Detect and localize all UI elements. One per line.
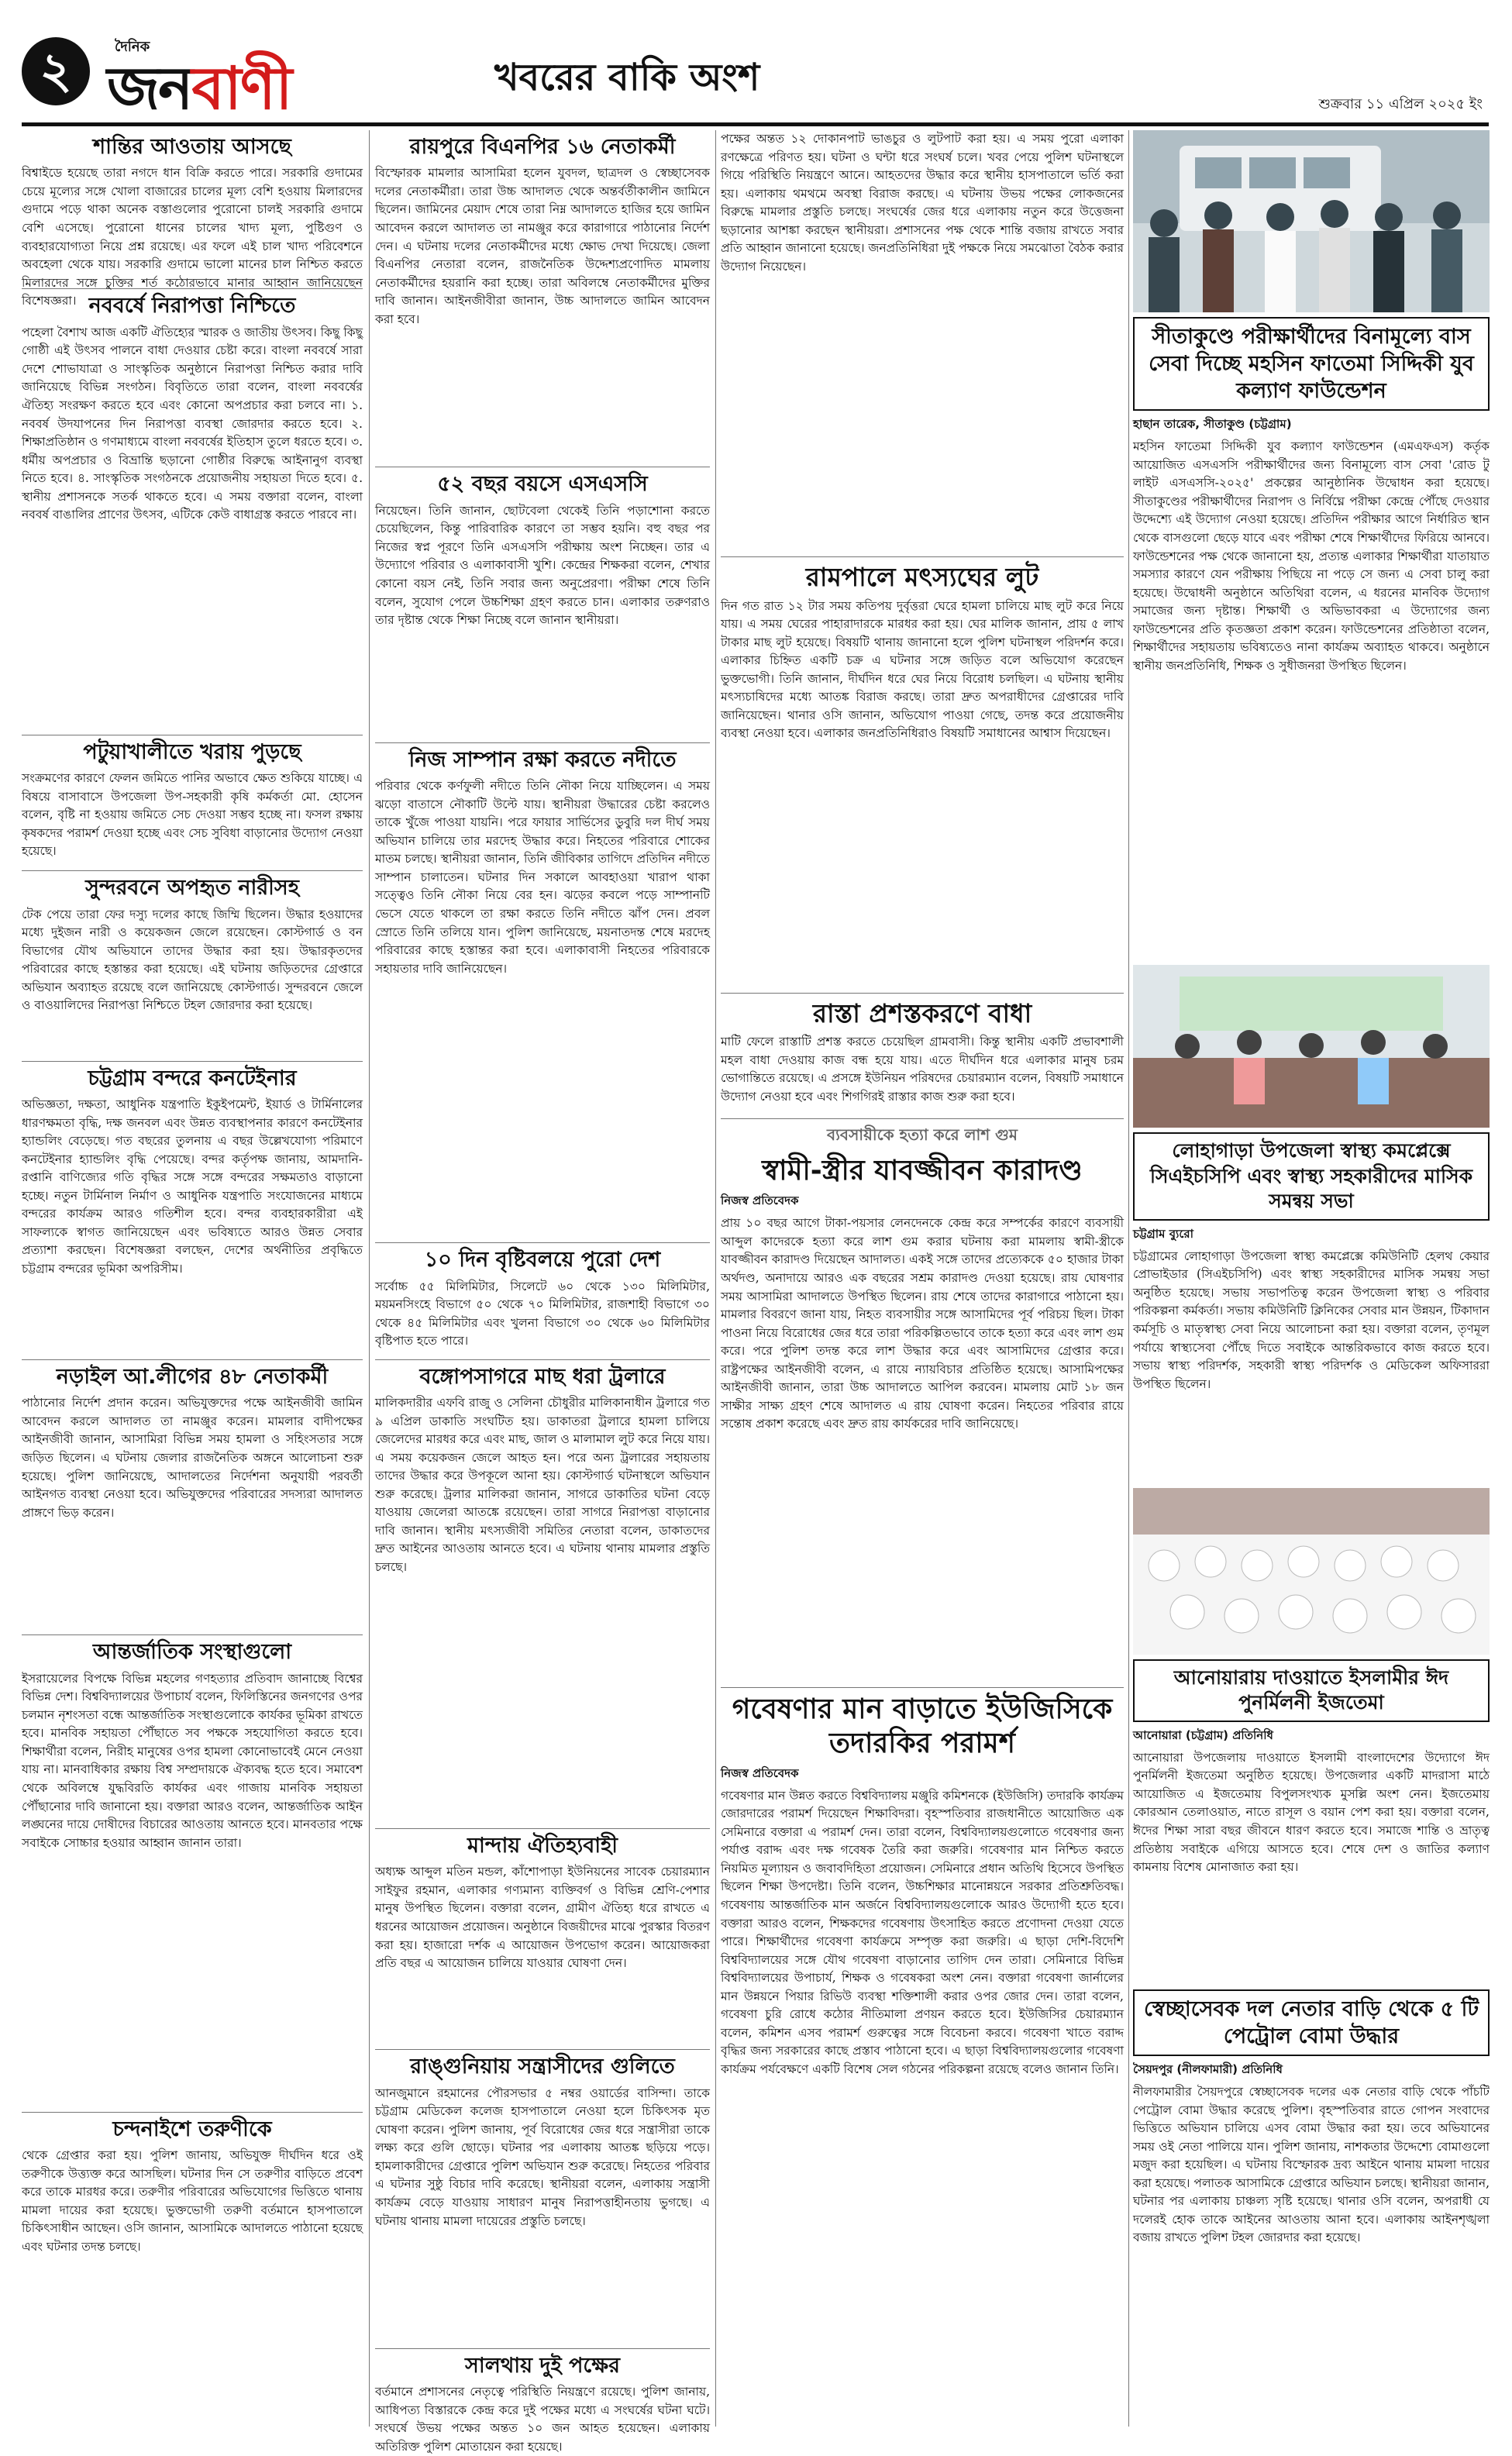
masthead (22, 31, 1489, 126)
story (1133, 130, 1490, 957)
story (22, 876, 363, 1052)
story (375, 2055, 710, 2340)
story-byline: নিজস্ব প্রতিবেদক (721, 1194, 799, 1208)
story-headline: স্বামী-স্ত্রীর যাবজ্জীবন কারাদণ্ড (762, 1155, 1083, 1187)
story-headline: শান্তির আওতায় আসছে (93, 135, 291, 159)
story-body: দিন গত রাত ১২ টার সময় কতিপয় দুর্বৃত্তরা ঘেরে হামলা চালিয়ে মাছ লুট করে নিয়ে যায়। এ সময় ঘেরের পাহারাদারকে মারধর করা হয়। ঘের মালিক জানান, প্রায় ৫ লাখ টাকার মাছ লুট হয়েছে। বিষয়টি থানায় জানানো হলে পুলিশ ঘটনাস্থল পরিদর্শন করে। এলাকার চিহ্নিত একটি চক্র এ ঘটনার সঙ্গে জড়িত বলে অভিযোগ করেছেন ভুক্তভোগী। তিনি জানান, দীর্ঘদিন ধরে ঘের নিয়ে বিরোধ চলছিল। এ ঘটনায় স্থানীয় মৎস্যচাষিদের মধ্যে আতঙ্ক বিরাজ করছে। তারা দ্রুত অপরাধীদের গ্রেপ্তারের দাবি জানিয়েছেন। থানার ওসি জানান, অভিযোগ পাওয়া গেছে, তদন্ত করে প্রয়োজনীয় ব্যবস্থা নেওয়া হবে। এলাকার জনপ্রতিনিধিরাও বিষয়টি সমাধানের আশ্বাস দিয়েছেন। (721, 598, 1124, 741)
section-title: খবরের বাকি অংশ (494, 56, 760, 99)
story-body: প্রায় ১০ বছর আগে টাকা-পয়সার লেনদেনকে কেন্দ্র করে সম্পর্কের কারণে ব্যবসায়ী আব্দুল কাদেরকে হত্যা করে লাশ গুম করার ঘটনায় করা মামলায় স্বামী-স্ত্রীকে যাবজ্জীবন কারাদণ্ড দিয়েছেন আদালত। একই সঙ্গে তাদের প্রত্যেককে ৫০ হাজার টাকা অর্থদণ্ড, অনাদায়ে আরও এক বছরের সশ্রম কারাদণ্ড দেওয়া হয়েছে। রায় ঘোষণার সময় আসামিরা আদালতে উপস্থিত ছিলেন। রায় শেষে তাদের কারাগারে পাঠানো হয়। মামলার বিবরণে জানা যায়, নিহত ব্যবসায়ীর সঙ্গে আসামিদের পূর্ব পরিচয় ছিল। টাকা পাওনা নিয়ে বিরোধের জের ধরে তারা পরিকল্পিতভাবে তাকে হত্যা করে এবং লাশ গুম করে। পরে পুলিশ তদন্ত করে লাশ উদ্ধার করে এবং আসামিদের গ্রেপ্তার করে। রাষ্ট্রপক্ষের আইনজীবী বলেন, এ রায়ে ন্যায়বিচার প্রতিষ্ঠিত হয়েছে। আসামিপক্ষের আইনজীবী জানান, তারা উচ্চ আদালতে আপিল করবেন। মামলায় মোট ১৮ জন সাক্ষীর সাক্ষ্য গ্রহণ শেষে আদালত এ রায় ঘোষণা করেন। নিহতের পরিবার রায়ে সন্তোষ প্রকাশ করেছে এবং দ্রুত রায় কার্যকরের দাবি জানিয়েছে। (721, 1216, 1124, 1431)
story (22, 1640, 363, 2103)
news-photo (1133, 130, 1490, 312)
dateline: শুক্রবার ১১ এপ্রিল ২০২৫ ইং (1318, 96, 1483, 112)
column-4 (1133, 130, 1490, 2427)
story (721, 562, 1124, 985)
story-body: টেক পেয়ে তারা ফের দস্যু দলের কাছে জিম্মি ছিলেন। উদ্ধার হওয়াদের মধ্যে দুইজন নারী ও কয়েকজন জেলে রয়েছেন। কোস্টগার্ড ও বন বিভাগের যৌথ অভিযানে তাদের উদ্ধার করা হয়। উদ্ধারকৃতদের পরিবারের কাছে হস্তান্তর করা হয়েছে। এই ঘটনায় জড়িতদের গ্রেপ্তারে অভিযান অব্যাহত রয়েছে বলে জানিয়েছে কোস্টগার্ড। সুন্দরবনে জেলে ও বাওয়ালিদের নিরাপত্তা নিশ্চিতে টহল জোরদার করা হয়েছে। (22, 907, 363, 1013)
story-headline: বঙ্গোপসাগরে মাছ ধরা ট্রলারে (419, 1364, 666, 1389)
story (721, 1693, 1124, 2259)
story (375, 135, 710, 459)
story-headline: রাস্তা প্রশস্তকরণে বাধা (812, 997, 1032, 1028)
story-body: পক্ষের অন্তত ১২ দোকানপাট ভাঙচুর ও লুটপাট করা হয়। এ সময় পুরো এলাকা রণক্ষেত্রে পরিণত হয়। ঘটনা ও ঘন্টা ধরে সংঘর্ষ চলে। খবর পেয়ে পুলিশ ঘটনাস্থলে গিয়ে পরিস্থিতি নিয়ন্ত্রণে আনে। আহতদের উদ্ধার করে স্থানীয় হাসপাতালে ভর্তি করা হয়। এলাকায় থমথমে অবস্থা বিরাজ করছে। এ ঘটনায় উভয় পক্ষের লোকজনের বিরুদ্ধে মামলার প্রস্তুতি চলছে। সংঘর্ষের জের ধরে এলাকায় নতুন করে উত্তেজনা ছড়ানোর আশঙ্কা করছেন স্থানীয়রা। প্রশাসনের পক্ষ থেকে শান্তি বজায় রাখতে সবার প্রতি আহ্বান জানানো হয়েছে। জনপ্রতিনিধিরা দুই পক্ষকে নিয়ে সমঝোতা বৈঠক করার উদ্যোগ নিয়েছেন। (721, 132, 1124, 274)
story-body: নিয়েছেন। তিনি জানান, ছোটবেলা থেকেই তিনি পড়াশোনা করতে চেয়েছিলেন, কিন্তু পারিবারিক কারণে তা সম্ভব হয়নি। বহু বছর পর নিজের স্বপ্ন পূরণে তিনি এসএসসি পরীক্ষায় অংশ নিচ্ছেন। তার এ উদ্যোগে পরিবার ও এলাকাবাসী খুশি। কেন্দ্রের শিক্ষকরা বলেন, শেখার কোনো বয়স নেই, তিনি সবার জন্য অনুপ্রেরণা। পরীক্ষা শেষে তিনি বলেন, সুযোগ পেলে উচ্চশিক্ষা গ্রহণ করতে চান। এলাকার তরুণরাও তার দৃষ্টান্ত থেকে শিক্ষা নিচ্ছে বলে জানান স্থানীয়রা। (375, 503, 710, 628)
story-headline: মান্দায় ঐতিহ্যবাহী (467, 1833, 618, 1858)
story-headline: আন্তর্জাতিক সংস্থাগুলো (92, 1640, 292, 1665)
story-headline: গবেষণার মান বাড়াতে ইউজিসিকে তদারকির পরামর্শ (732, 1693, 1113, 1759)
story-headline: স্বেচ্ছাসেবক দল নেতার বাড়ি থেকে ৫ টি পেট্রোল বোমা উদ্ধার (1133, 1989, 1490, 2056)
story-body: মাটি ফেলে রাস্তাটি প্রশস্ত করতে চেয়েছিল গ্রামবাসী। কিন্তু স্থানীয় একটি প্রভাবশালী মহল বাধা দেওয়ায় কাজ বন্ধ হয়ে যায়। এতে দীর্ঘদিন ধরে এলাকার মানুষ চরম ভোগান্তিতে রয়েছে। এ প্রসঙ্গে ইউনিয়ন পরিষদের চেয়ারম্যান বলেন, বিষয়টি সমাধানে উদ্যোগ নেওয়া হবে এবং শিগগিরই রাস্তার কাজ শুরু করা হবে। (721, 1035, 1124, 1104)
story (1133, 1488, 1490, 1982)
story-byline: সৈয়দপুর (নীলফামারী) প্রতিনিধি (1133, 2062, 1283, 2076)
story-headline: আনোয়ারায় দাওয়াতে ইসলামীর ঈদ পুনর্মিলনী ইজতেমা (1133, 1659, 1490, 1722)
story-body: মালিকদারীর এফবি রাজু ও সেলিনা চৌধুরীর মালিকানাধীন ট্রলারে গত ৯ এপ্রিল ডাকাতি সংঘটিত হয়। ডাকাতরা ট্রলারে হামলা চালিয়ে জেলেদের মারধর করে এবং মাছ, জাল ও মালামাল লুট করে নিয়ে যায়। এ সময় কয়েকজন জেলে আহত হন। পরে অন্য ট্রলারের সহায়তায় তাদের উদ্ধার করে উপকূলে আনা হয়। কোস্টগার্ড ঘটনাস্থলে অভিযান শুরু করেছে। ট্রলার মালিকরা জানান, সাগরে ডাকাতির ঘটনা বেড়ে যাওয়ায় জেলেরা আতঙ্কে রয়েছেন। তারা সাগরে নিরাপত্তা বাড়ানোর দাবি জানান। স্থানীয় মৎস্যজীবী সমিতির নেতারা বলেন, ডাকাতদের দ্রুত আইনের আওতায় আনতে হবে। এ ঘটনায় থানায় মামলার প্রস্তুতি চলছে। (375, 1395, 710, 1574)
story-headline: লোহাগাড়া উপজেলা স্বাস্থ্য কমপ্লেক্সে সিএইচসিপি এবং স্বাস্থ্য সহকারীদের মাসিক সমন্বয় সভা (1133, 1132, 1490, 1221)
story-headline: ১০ দিন বৃষ্টিবলয়ে পুরো দেশ (424, 1248, 661, 1273)
story (22, 1066, 363, 1352)
story (1133, 1989, 1490, 2316)
story (375, 2354, 710, 2453)
column-divider (715, 130, 716, 2427)
story-body: আনোয়ারা উপজেলায় দাওয়াতে ইসলামী বাংলাদেশের উদ্যোগে ঈদ পুনর্মিলনী ইজতেমা অনুষ্ঠিত হয়েছে। উপজেলার একটি মাদরাসা মাঠে আয়োজিত এ ইজতেমায় বিপুলসংখ্যক মুসল্লি অংশ নেন। ইজতেমায় কোরআন তেলাওয়াত, নাতে রাসূল ও বয়ান পেশ করা হয়। বক্তারা বলেন, ঈদের শিক্ষা সারা বছর জীবনে ধারণ করতে হবে। সমাজে শান্তি ও ভ্রাতৃত্ব প্রতিষ্ঠায় সবাইকে এগিয়ে আসতে হবে। শেষে দেশ ও জাতির কল্যাণ কামনায় বিশেষ মোনাজাত করা হয়। (1133, 1750, 1490, 1875)
story (375, 1834, 710, 2041)
newspaper-logo (99, 36, 440, 122)
story-headline: ৫২ বছর বয়সে এসএসসি (437, 472, 648, 497)
story-kicker: ব্যবসায়ীকে হত্যা করে লাশ গুম (827, 1125, 1018, 1145)
column-divider (369, 130, 370, 2427)
story (22, 294, 363, 726)
story-body: চট্টগ্রামের লোহাগাড়া উপজেলা স্বাস্থ্য কমপ্লেক্সে কমিউনিটি হেলথ কেয়ার প্রোভাইডার (সিএইচসিপি) এবং স্বাস্থ্য সহকারীদের মাসিক সমন্বয় সভা অনুষ্ঠিত হয়েছে। সভায় সভাপতিত্ব করেন উপজেলা স্বাস্থ্য ও পরিবার পরিকল্পনা কর্মকর্তা। সভায় কমিউনিটি ক্লিনিকের সেবার মান উন্নয়ন, টিকাদান কর্মসূচি ও মাতৃস্বাস্থ্য সেবা নিয়ে আলোচনা করা হয়। বক্তারা বলেন, তৃণমূল পর্যায়ে স্বাস্থ্যসেবা পৌঁছে দিতে সবাইকে আন্তরিকভাবে কাজ করতে হবে। সভায় স্বাস্থ্য পরিদর্শক, সহকারী স্বাস্থ্য পরিদর্শক ও মেডিকেল অফিসাররা উপস্থিত ছিলেন। (1133, 1249, 1490, 1391)
story-body: গবেষণার মান উন্নত করতে বিশ্ববিদ্যালয় মঞ্জুরি কমিশনকে (ইউজিসি) তদারকি কার্যক্রম জোরদারের পরামর্শ দিয়েছেন শিক্ষাবিদরা। বৃহস্পতিবার রাজধানীতে আয়োজিত এক সেমিনারে বক্তারা এ পরামর্শ দেন। তারা বলেন, বিশ্ববিদ্যালয়গুলোতে গবেষণার জন্য পর্যাপ্ত বরাদ্দ এবং দক্ষ গবেষক তৈরি করা জরুরি। গবেষণার মান নিশ্চিত করতে নিয়মিত মূল্যায়ন ও জবাবদিহিতা প্রয়োজন। সেমিনারে প্রধান অতিথি হিসেবে উপস্থিত ছিলেন শিক্ষা উপদেষ্টা। তিনি বলেন, উচ্চশিক্ষার মানোন্নয়নে সরকার প্রতিশ্রুতিবদ্ধ। গবেষণায় আন্তর্জাতিক মান অর্জনে বিশ্ববিদ্যালয়গুলোকে আরও উদ্যোগী হতে হবে। বক্তারা আরও বলেন, শিক্ষকদের গবেষণায় উৎসাহিত করতে প্রণোদনা দেওয়া যেতে পারে। শিক্ষার্থীদের গবেষণা কার্যক্রমে সম্পৃক্ত করা জরুরি। এ ছাড়া দেশি-বিদেশি বিশ্ববিদ্যালয়ের সঙ্গে যৌথ গবেষণা বাড়ানোর তাগিদ দেন তারা। সেমিনারে বিভিন্ন বিশ্ববিদ্যালয়ের উপাচার্য, শিক্ষক ও গবেষকরা অংশ নেন। বক্তারা গবেষণা জার্নালের মান উন্নয়নে পিয়ার রিভিউ ব্যবস্থা শক্তিশালী করার ওপর জোর দেন। তারা বলেন, গবেষণা চুরি রোধে কঠোর নীতিমালা প্রণয়ন করতে হবে। ইউজিসির চেয়ারম্যান বলেন, কমিশন এসব পরামর্শ গুরুত্বের সঙ্গে বিবেচনা করবে। গবেষণা খাতে বরাদ্দ বৃদ্ধির জন্য সরকারের কাছে প্রস্তাব পাঠানো হবে। এ ছাড়া বিশ্ববিদ্যালয়গুলোর গবেষণা কার্যক্রম পর্যবেক্ষণে একটি বিশেষ সেল গঠনের পরিকল্পনা রয়েছে বলেও জানান তিনি। (721, 1788, 1124, 2076)
column-divider (1128, 130, 1129, 2427)
story-body: বর্তমানে প্রশাসনের নেতৃত্বে পরিস্থিতি নিয়ন্ত্রণে রয়েছে। পুলিশ জানায়, আধিপত্য বিস্তারকে কেন্দ্র করে দুই পক্ষের মধ্যে এ সংঘর্ষের ঘটনা ঘটে। সংঘর্ষে উভয় পক্ষের অন্তত ১০ জন আহত হয়েছেন। এলাকায় অতিরিক্ত পুলিশ মোতায়েন করা হয়েছে। (375, 2385, 710, 2454)
story-body: বিস্ফোরক মামলার আসামিরা হলেন যুবদল, ছাত্রদল ও স্বেচ্ছাসেবক দলের নেতাকর্মীরা। তারা উচ্চ আদালত থেকে অন্তর্বর্তীকালীন জামিনে ছিলেন। জামিনের মেয়াদ শেষে তারা নিম্ন আদালতে হাজির হয়ে জামিন আবেদন করলে আদালত তা নামঞ্জুর করে কারাগারে পাঠানোর নির্দেশ দেন। এ ঘটনায় দলের নেতাকর্মীদের মধ্যে ক্ষোভ দেখা দিয়েছে। জেলা বিএনপির নেতারা বলেন, রাজনৈতিক উদ্দেশ্যপ্রণোদিত মামলায় নেতাকর্মীদের হয়রানি করা হচ্ছে। তারা অবিলম্বে নেতাকর্মীদের মুক্তির দাবি জানান। আইনজীবীরা জানান, উচ্চ আদালতে জামিন আবেদন করা হবে। (375, 166, 710, 326)
story-body: পহেলা বৈশাখ আজ একটি ঐতিহ্যের স্মারক ও জাতীয় উৎসব। কিছু কিছু গোষ্ঠী এই উৎসব পালনে বাধা দেওয়ার চেষ্টা করে। বাংলা নববর্ষে সারা দেশে শোভাযাত্রা ও সাংস্কৃতিক অনুষ্ঠানে নিরাপত্তা নিশ্চিত করার দাবি জানিয়েছে বিভিন্ন সংগঠন। বিবৃতিতে তারা বলেন, বাংলা নববর্ষের ঐতিহ্য সংরক্ষণ করতে হবে এবং কোনো অপপ্রচার করা চলবে না। ১. নববর্ষ উদযাপনের দিন নিরাপত্তা ব্যবস্থা জোরদার করতে হবে। ২. শিক্ষাপ্রতিষ্ঠান ও গণমাধ্যমে বাংলা নববর্ষের ইতিহাস তুলে ধরতে হবে। ৩. ধর্মীয় অপপ্রচার ও বিভ্রান্তি ছড়ানো গোষ্ঠীর বিরুদ্ধে আইনানুগ ব্যবস্থা নিতে হবে। ৪. সাংস্কৃতিক সংগঠনকে প্রয়োজনীয় সহায়তা দিতে হবে। ৫. স্থানীয় প্রশাসনকে সতর্ক থাকতে হবে। এ সময় বক্তারা বলেন, বাংলা নববর্ষ বাঙালির প্রাণের উৎসব, এটিকে কেউ বাধাগ্রস্ত করতে পারবে না। (22, 325, 363, 522)
story-body: নীলফামারীর সৈয়দপুরে স্বেচ্ছাসেবক দলের এক নেতার বাড়ি থেকে পাঁচটি পেট্রোল বোমা উদ্ধার করেছে পুলিশ। বৃহস্পতিবার রাতে গোপন সংবাদের ভিত্তিতে অভিযান চালিয়ে এসব বোমা উদ্ধার করা হয়। তবে অভিযানের সময় ওই নেতা পালিয়ে যান। পুলিশ জানায়, নাশকতার উদ্দেশ্যে বোমাগুলো মজুদ করা হয়েছিল। এ ঘটনায় বিস্ফোরক দ্রব্য আইনে থানায় মামলা দায়ের করা হয়েছে। পলাতক আসামিকে গ্রেপ্তারে অভিযান চলছে। স্থানীয়রা জানান, ঘটনার পর এলাকায় চাঞ্চল্য সৃষ্টি হয়েছে। থানার ওসি বলেন, অপরাধী যে দলেরই হোক তাকে আইনের আওতায় আনা হবে। এলাকায় আইনশৃঙ্খলা বজায় রাখতে পুলিশ টহল জোরদার করা হয়েছে। (1133, 2084, 1490, 2245)
story-body: অভিজ্ঞতা, দক্ষতা, আধুনিক যন্ত্রপাতি ইকুইপমেন্ট, ইয়ার্ড ও টার্মিনালের ধারণক্ষমতা বৃদ্ধি, দক্ষ জনবল এবং উন্নত ব্যবস্থাপনার কারণে কনটেইনার হ্যান্ডলিং বেড়েছে। গত বছরের তুলনায় এ বছর উল্লেখযোগ্য পরিমাণে কনটেইনার হ্যান্ডলিং বৃদ্ধি পেয়েছে। বন্দর কর্তৃপক্ষ জানায়, আমদানি-রপ্তানি বাণিজ্যের গতি বৃদ্ধির সঙ্গে সঙ্গে বন্দরের সক্ষমতাও বাড়ানো হচ্ছে। নতুন টার্মিনাল নির্মাণ ও আধুনিক যন্ত্রপাতি সংযোজনের মাধ্যমে বন্দরের কার্যক্রম আরও গতিশীল হবে। বন্দর ব্যবহারকারীরা এই সাফল্যকে স্বাগত জানিয়েছেন এবং ভবিষ্যতে আরও উন্নত সেবার প্রত্যাশা করছেন। বিশেষজ্ঞরা বলছেন, দেশের অর্থনীতির প্রবৃদ্ধিতে চট্টগ্রাম বন্দরের ভূমিকা অপরিসীম। (22, 1097, 363, 1276)
story-body: অধ্যক্ষ আব্দুল মতিন মন্ডল, কাঁশোপাড়া ইউনিয়নের সাবেক চেয়ারম্যান সাইফুর রহমান, এলাকার গণ্যমান্য ব্যক্তিবর্গ ও বিভিন্ন শ্রেণি-পেশার মানুষ উপস্থিত ছিলেন। বক্তারা বলেন, গ্রামীণ ঐতিহ্য ধরে রাখতে এ ধরনের আয়োজন প্রয়োজন। অনুষ্ঠানে বিজয়ীদের মাঝে পুরস্কার বিতরণ করা হয়। হাজারো দর্শক এ আয়োজন উপভোগ করেন। আয়োজকরা প্রতি বছর এ আয়োজন চালিয়ে যাওয়ার ঘোষণা দেন। (375, 1865, 710, 1971)
logo-part-2: বাণী (191, 53, 291, 122)
story (721, 998, 1124, 1111)
story (721, 130, 1124, 549)
story-body: সর্বোচ্চ ৫৫ মিলিমিটার, সিলেটে ৬০ থেকে ১৩০ মিলিমিটার, ময়মনসিংহে বিভাগে ৫০ থেকে ৭০ মিলিমিটার, রাজশাহী বিভাগে ৩০ থেকে ৪৫ মিলিমিটার এবং খুলনা বিভাগে ৩০ থেকে ৬০ মিলিমিটার বৃষ্টিপাত হতে পারে। (375, 1279, 710, 1349)
story (375, 472, 710, 734)
story-byline: আনোয়ারা (চট্টগ্রাম) প্রতিনিধি (1133, 1727, 1273, 1742)
story-headline: চন্দনাইশে তরুণীকে (112, 2117, 272, 2141)
story-byline: হাছান তারেক, সীতাকুণ্ড (চট্টগ্রাম) (1133, 417, 1292, 432)
story (721, 1124, 1124, 1679)
story-byline: চট্টগ্রাম ব্যুরো (1133, 1226, 1194, 1241)
story-body: পাঠানোর নির্দেশ প্রদান করেন। অভিযুক্তদের পক্ষে আইনজীবী জামিন আবেদন করলে আদালত তা নামঞ্জুর করেন। মামলার বাদীপক্ষের আইনজীবী জানান, আসামিরা বিভিন্ন সময় হামলা ও সহিংসতার সঙ্গে জড়িত ছিলেন। এ ঘটনায় জেলার রাজনৈতিক অঙ্গনে আলোচনা শুরু হয়েছে। পুলিশ জানিয়েছে, আদালতের নির্দেশনা অনুযায়ী পরবর্তী আইনগত ব্যবস্থা নেওয়া হবে। অভিযুক্তদের পরিবারের সদস্যরা আদালত প্রাঙ্গণে ভিড় করেন। (22, 1396, 363, 1520)
story (22, 2117, 363, 2364)
story-body: মহসিন ফাতেমা সিদ্দিকী যুব কল্যাণ ফাউন্ডেশন (এমএফএস) কর্তৃক আয়োজিত এসএসসি পরীক্ষার্থীদের জন্য বিনামূল্যে বাস সেবা 'রোড টু লাইট এসএসসি-২০২৫' প্রকল্পের আনুষ্ঠানিক উদ্বোধন করা হয়েছে। সীতাকুণ্ডের পরীক্ষার্থীদের নিরাপদ ও নির্বিঘ্নে পরীক্ষা কেন্দ্রে পৌঁছে দেওয়ার উদ্দেশ্যে এই উদ্যোগ নেওয়া হয়েছে। প্রতিদিন পরীক্ষার আগে নির্ধারিত স্থান থেকে বাসগুলো ছেড়ে যাবে এবং পরীক্ষা শেষে শিক্ষার্থীদের ফিরিয়ে আনবে। ফাউন্ডেশনের পক্ষ থেকে জানানো হয়, প্রত্যন্ত এলাকার শিক্ষার্থীরা যাতায়াত সমস্যার কারণে যেন পরীক্ষায় পিছিয়ে না পড়ে সে জন্য এ সেবা চালু করা হয়েছে। উদ্বোধনী অনুষ্ঠানে অতিথিরা বলেন, এ ধরনের মানবিক উদ্যোগ সমাজের জন্য দৃষ্টান্ত। শিক্ষার্থী ও অভিভাবকরা এ উদ্যোগের জন্য ফাউন্ডেশনের প্রতি কৃতজ্ঞতা প্রকাশ করেন। ফাউন্ডেশনের প্রতিষ্ঠাতা বলেন, শিক্ষার্থীদের সহায়তায় ভবিষ্যতেও নানা কার্যক্রম অব্যাহত থাকবে। অনুষ্ঠানে স্থানীয় জনপ্রতিনিধি, শিক্ষক ও সুধীজনরা উপস্থিত ছিলেন। (1133, 439, 1490, 673)
story-body: ইসরায়েলের বিপক্ষে বিভিন্ন মহলের গণহত্যার প্রতিবাদ জানাচ্ছে বিশ্বের বিভিন্ন দেশ। বিশ্ববিদ্যালয়ের উপাচার্য বলেন, ফিলিস্তিনের জনগণের ওপর চলমান নৃশংসতা বন্ধে আন্তর্জাতিক সংস্থাগুলোকে কার্যকর ভূমিকা রাখতে হবে। মানবিক সহায়তা পৌঁছাতে সব পক্ষকে সহযোগিতা করতে হবে। শিক্ষার্থীরা বলেন, নিরীহ মানুষের ওপর হামলা কোনোভাবেই মেনে নেওয়া যায় না। মানবাধিকার রক্ষায় বিশ্ব সম্প্রদায়কে ঐক্যবদ্ধ হতে হবে। সমাবেশ থেকে অবিলম্বে যুদ্ধবিরতি কার্যকর এবং গাজায় মানবিক সহায়তা পৌঁছানোর দাবি জানানো হয়। বক্তারা আরও বলেন, আন্তর্জাতিক আইন লঙ্ঘনের দায়ে দোষীদের বিচারের আওতায় আনতে হবে। মানবতার পক্ষে সবাইকে সোচ্চার হওয়ার আহ্বান জানান তারা। (22, 1671, 363, 1850)
column-3 (721, 130, 1124, 2427)
page-number-badge: ২ (22, 37, 90, 105)
story-headline: সালথায় দুই পক্ষের (465, 2353, 620, 2378)
story-body: পরিবার থেকে কর্ণফুলী নদীতে তিনি নৌকা নিয়ে যাচ্ছিলেন। এ সময় ঝড়ো বাতাসে নৌকাটি উল্টে যায়। স্থানীয়রা উদ্ধারের চেষ্টা করলেও তাকে খুঁজে পাওয়া যায়নি। পরে ফায়ার সার্ভিসের ডুবুরি দল দীর্ঘ সময় অভিযান চালিয়ে তার মরদেহ উদ্ধার করে। নিহতের পরিবারে শোকের মাতম চলছে। স্থানীয়রা জানান, তিনি জীবিকার তাগিদে প্রতিদিন নদীতে সাম্পান চালাতেন। ঘটনার দিন সকালে আবহাওয়া খারাপ থাকা সত্ত্বেও তিনি নৌকা নিয়ে বের হন। ঝড়ের কবলে পড়ে সাম্পানটি ভেসে যেতে থাকলে তা রক্ষা করতে তিনি নদীতে ঝাঁপ দেন। প্রবল স্রোতে তিনি তলিয়ে যান। পুলিশ জানিয়েছে, ময়নাতদন্ত শেষে মরদেহ পরিবারের কাছে হস্তান্তর করা হবে। এলাকাবাসী নিহতের পরিবারকে সহায়তার দাবি জানিয়েছেন। (375, 779, 710, 976)
story (22, 740, 363, 863)
column-1 (22, 130, 363, 2427)
story-headline: চট্টগ্রাম বন্দরে কনটেইনার (88, 1066, 297, 1090)
story (22, 1365, 363, 1627)
story-byline: নিজস্ব প্রতিবেদক (721, 1765, 799, 1780)
story (1133, 965, 1490, 1480)
story-headline: নিজ সাম্পান রক্ষা করতে নদীতে (408, 747, 677, 772)
story (375, 1365, 710, 1820)
news-photo (1133, 1488, 1490, 1655)
story-headline: পটুয়াখালীতে খরায় পুড়ছে (83, 739, 301, 764)
story-headline: রায়পুরে বিএনপির ১৬ নেতাকর্মী (409, 135, 676, 159)
story-headline: নববর্ষে নিরাপত্তা নিশ্চিতে (88, 294, 296, 319)
story-headline: রাঙ্গুনিয়ায় সন্ত্রাসীদের গুলিতে (410, 2055, 675, 2079)
news-photo (1133, 965, 1490, 1128)
story (375, 1248, 710, 1351)
story-headline: রামপালে মৎস্যঘের লুট (805, 562, 1039, 592)
story (375, 748, 710, 1235)
logo-part-1: জন (107, 53, 192, 122)
story-headline: সুন্দরবনে অপহৃত নারীসহ (85, 876, 299, 901)
story-body: থেকে গ্রেপ্তার করা হয়। পুলিশ জানায়, অভিযুক্ত দীর্ঘদিন ধরে ওই তরুণীকে উত্ত্যক্ত করে আসছিল। ঘটনার দিন সে তরুণীর বাড়িতে প্রবেশ করে তাকে মারধর করে। তরুণীর পরিবারের অভিযোগের ভিত্তিতে থানায় মামলা দায়ের করা হয়েছে। ভুক্তভোগী তরুণী বর্তমানে হাসপাতালে চিকিৎসাধীন আছেন। ওসি জানান, আসামিকে আদালতে পাঠানো হয়েছে এবং ঘটনার তদন্ত চলছে। (22, 2148, 363, 2254)
logo-prefix: দৈনিক (115, 39, 150, 55)
story-headline: সীতাকুণ্ডে পরীক্ষার্থীদের বিনামূল্যে বাস সেবা দিচ্ছে মহসিন ফাতেমা সিদ্দিকী যুব কল্যাণ ফাউন্ডেশন (1133, 317, 1490, 411)
story-body: সংক্রমণের কারণে ফেলন জমিতে পানির অভাবে ক্ষেত শুকিয়ে যাচ্ছে। এ বিষয়ে বাসাবাসে উপজেলা উপ-সহকারী কৃষি কর্মকর্তা মো. হোসেন বলেন, বৃষ্টি না হওয়ায় জমিতে সেচ দেওয়া সম্ভব হচ্ছে না। ফসল রক্ষায় কৃষকদের পরামর্শ দেওয়া হচ্ছে এবং সেচ সুবিধা বাড়ানোর উদ্যোগ নেওয়া হয়েছে। (22, 771, 363, 859)
story-headline: নড়াইল আ.লীগের ৪৮ নেতাকর্মী (56, 1364, 329, 1389)
column-2 (375, 130, 710, 2454)
story-body: বিশ্বাইডে হয়েছে তারা নগদে ধান বিক্রি করতে পারে। সরকারি গুদামের চেয়ে মূল্যের সঙ্গে খোলা বাজারের চালের মূল্য বেশি হওয়ায় মিলারদের গুদামে পড়ে থাকা অনেক বস্তাগুলোর পুরোনো চালই সরকারি গুদামে বেশি এসেছে। পুরোনো ধানের চালের খাদ্য মূল্য, পুষ্টিগুণ ও ব্যবহারযোগ্যতা নিয়ে প্রশ্ন রয়েছে। এর ফলে এই চাল খাদ্য পরিবেশনে অবহেলা থেকে যায়। সরকারি গুদামে ভালো মানের চাল নিশ্চিত করতে মিলারদের সঙ্গে চুক্তির শর্ত কঠোরভাবে মানার আহ্বান জানিয়েছেন বিশেষজ্ঞরা। (22, 166, 363, 308)
story-body: আনজুমানে রহমানের পৌরসভার ৫ নম্বর ওয়ার্ডের বাসিন্দা। তাকে চট্টগ্রাম মেডিকেল কলেজ হাসপাতালে নেওয়া হলে চিকিৎসক মৃত ঘোষণা করেন। পুলিশ জানায়, পূর্ব বিরোধের জের ধরে সন্ত্রাসীরা তাকে লক্ষ্য করে গুলি ছোড়ে। ঘটনার পর এলাকায় আতঙ্ক ছড়িয়ে পড়ে। হামলাকারীদের গ্রেপ্তারে পুলিশ অভিযান শুরু করেছে। নিহতের পরিবার এ ঘটনার সুষ্ঠু বিচার দাবি করেছে। স্থানীয়রা বলেন, এলাকায় সন্ত্রাসী কার্যক্রম বেড়ে যাওয়ায় সাধারণ মানুষ নিরাপত্তাহীনতায় ভুগছে। এ ঘটনায় থানায় মামলা দায়েরের প্রস্তুতি চলছে। (375, 2086, 710, 2228)
